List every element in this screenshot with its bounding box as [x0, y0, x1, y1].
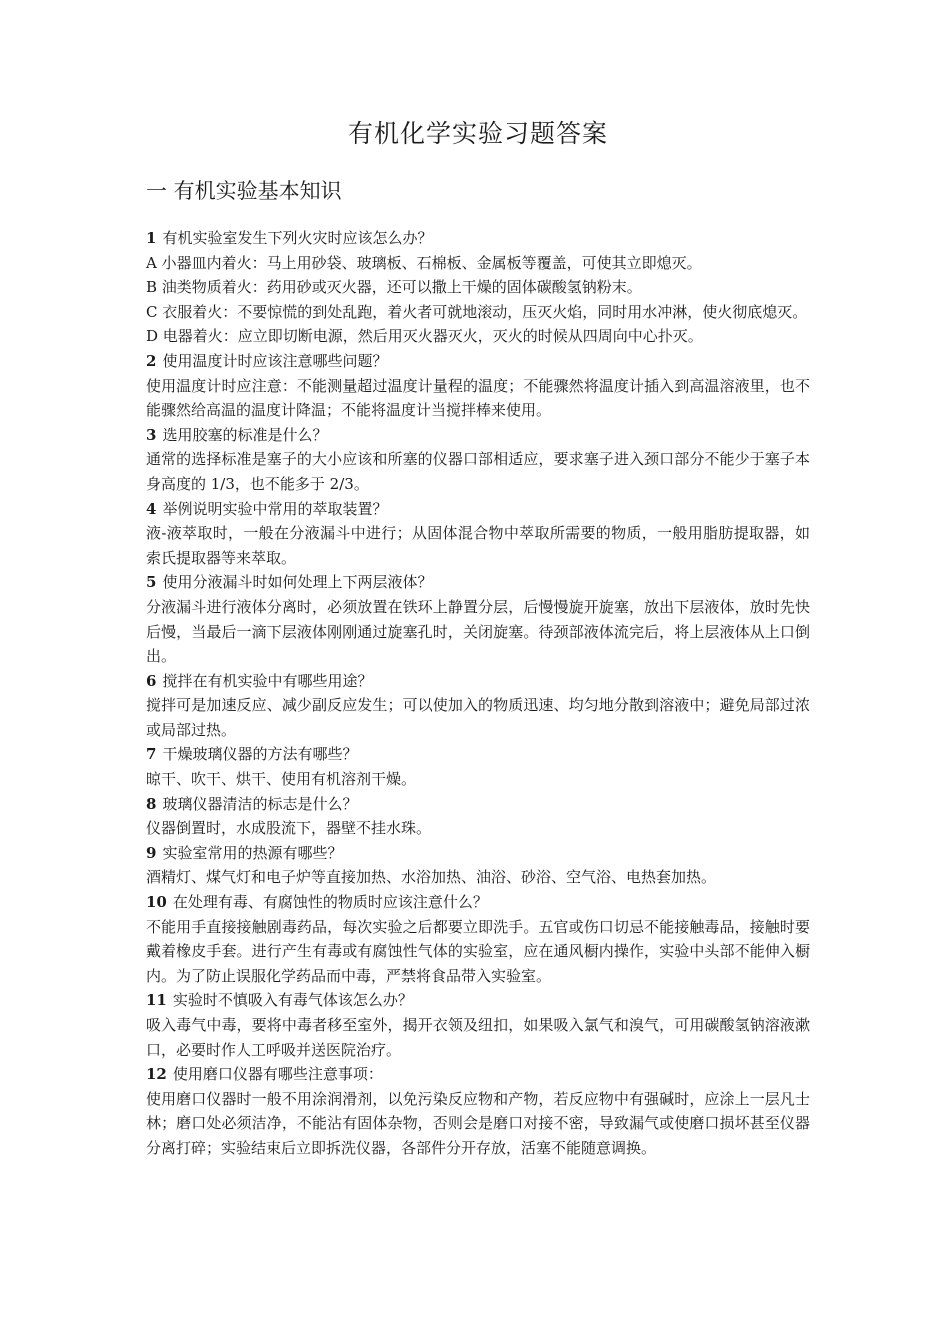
- answer-text: 液-液萃取时，一般在分液漏斗中进行；从固体混合物中萃取所需要的物质，一般用脂肪提取器，如索氏提取器等来萃取。: [146, 524, 810, 567]
- answer-text: 搅拌可是加速反应、减少副反应发生；可以使加入的物质迅速、均匀地分散到溶液中；避免局部过浓或局部过热。: [146, 696, 810, 739]
- answer-text: 仪器倒置时，水成股流下，器壁不挂水珠。: [146, 819, 432, 838]
- qa-item-3: [146, 423, 810, 497]
- question-number: 1: [146, 229, 157, 247]
- question-text: 使用温度计时应该注意哪些问题？: [162, 351, 388, 370]
- answer-text: 使用磨口仪器时一般不用涂润滑剂，以免污染反应物和产物，若反应物中有强碱时，应涂上一层凡士林；磨口处必须洁净，不能沾有固体杂物，否则会是磨口对接不密，导致漏气或使磨口损坏甚至仪器分离打碎；实验结束后立即拆洗仪器，各部件分开存放，活塞不能随意调换。: [146, 1089, 810, 1157]
- qa-item-4: [146, 497, 810, 571]
- qa-item-7: [146, 742, 810, 791]
- question: [146, 423, 810, 448]
- question-number: 12: [146, 1065, 167, 1084]
- question: [146, 226, 810, 251]
- answer-text: 使用温度计时应注意：不能测量超过温度计量程的温度；不能骤然将温度计插入到高温溶液里，也不能骤然给高温的温度计降温；不能将温度计当搅拌棒来使用。: [146, 376, 810, 420]
- document-page: [146, 112, 810, 1161]
- answer-text: 晾干、吹干、烘干、使用有机溶剂干燥。: [146, 770, 417, 789]
- question-text: 在处理有毒、有腐蚀性的物质时应该注意什么？: [172, 893, 488, 912]
- question-text: 实验时不慎吸入有毒气体该怎么办？: [172, 991, 413, 1010]
- question-text: 有机实验室发生下列火灾时应该怎么办？: [162, 229, 433, 247]
- question-text: 实验室常用的热源有哪些？: [162, 843, 343, 862]
- page-title: 有机化学实验习题答案: [347, 119, 608, 148]
- answer-line: A 小器皿内着火：马上用砂袋、玻璃板、石棉板、金属板等覆盖，可使其立即熄灭。: [146, 253, 702, 272]
- question-number: 8: [146, 794, 157, 813]
- question-number: 9: [146, 843, 157, 862]
- qa-item-12: [146, 1062, 810, 1160]
- question-number: 7: [146, 745, 157, 764]
- question: [146, 988, 810, 1013]
- question-text: 使用分液漏斗时如何处理上下两层液体？: [162, 573, 433, 592]
- qa-item-2: [146, 349, 810, 423]
- qa-item-6: [146, 669, 810, 743]
- answer-text: 分液漏斗进行液体分离时，必须放置在铁环上静置分层，后慢慢旋开旋塞，放出下层液体，放时先快后慢，当最后一滴下层液体刚刚通过旋塞孔时，关闭旋塞。待颈部液体流完后，将上层液体从上口倒出。: [146, 597, 810, 666]
- answer-line: C 衣服着火：不要惊慌的到处乱跑，着火者可就地滚动，压灭火焰，同时用水冲淋，使火彻底熄灭。: [146, 302, 808, 321]
- question-number: 4: [146, 499, 157, 518]
- question-text: 举例说明实验中常用的萃取装置？: [162, 499, 388, 518]
- question: [146, 669, 810, 694]
- question: [146, 890, 810, 915]
- qa-item-8: [146, 792, 810, 841]
- question: [146, 497, 810, 522]
- qa-item-10: [146, 890, 810, 988]
- question-text: 选用胶塞的标准是什么？: [162, 425, 328, 444]
- question: [146, 349, 810, 374]
- question-number: 2: [146, 351, 157, 370]
- question-number: 3: [146, 425, 157, 444]
- question: [146, 1062, 810, 1087]
- question-text: 使用磨口仪器有哪些注意事项：: [172, 1065, 383, 1084]
- answer-line: D 电器着火：应立即切断电源，然后用灭火器灭火，灭火的时候从四周向中心扑灭。: [146, 327, 703, 346]
- section-heading: 一 有机实验基本知识: [146, 179, 342, 203]
- question-text: 干燥玻璃仪器的方法有哪些？: [162, 745, 358, 764]
- question-number: 11: [146, 991, 167, 1010]
- answer-text: 酒精灯、煤气灯和电子炉等直接加热、水浴加热、油浴、砂浴、空气浴、电热套加热。: [146, 868, 717, 887]
- question-number: 6: [146, 671, 157, 690]
- qa-item-1: [146, 226, 810, 349]
- question-text: 玻璃仪器清洁的标志是什么？: [162, 794, 358, 813]
- qa-list: [146, 226, 810, 1161]
- answer-text: 通常的选择标准是塞子的大小应该和所塞的仪器口部相适应，要求塞子进入颈口部分不能少于塞子本身高度的 1/3，也不能多于 2/3。: [146, 450, 810, 493]
- question: [146, 841, 810, 866]
- answer-text: 吸入毒气中毒，要将中毒者移至室外，揭开衣领及纽扣，如果吸入氯气和溴气，可用碳酸氢钠溶液漱口，必要时作人工呼吸并送医院治疗。: [146, 1016, 810, 1059]
- qa-item-9: [146, 841, 810, 890]
- qa-item-5: [146, 570, 810, 668]
- qa-item-11: [146, 988, 810, 1062]
- answer-text: 不能用手直接接触剧毒药品，每次实验之后都要立即洗手。五官或伤口切忌不能接触毒品，接触时要戴着橡皮手套。进行产生有毒或有腐蚀性气体的实验室，应在通风橱内操作，实验中头部不能伸入橱内。为了防止误服化学药品而中毒，严禁将食品带入实验室。: [146, 917, 810, 985]
- question-number: 5: [146, 573, 157, 592]
- question-text: 搅拌在有机实验中有哪些用途？: [162, 671, 373, 690]
- answer-line: B 油类物质着火：药用砂或灭火器，还可以撒上干燥的固体碳酸氢钠粉末。: [146, 278, 642, 297]
- question: [146, 570, 810, 595]
- question: [146, 742, 810, 767]
- question-number: 10: [146, 893, 167, 912]
- question: [146, 792, 810, 817]
